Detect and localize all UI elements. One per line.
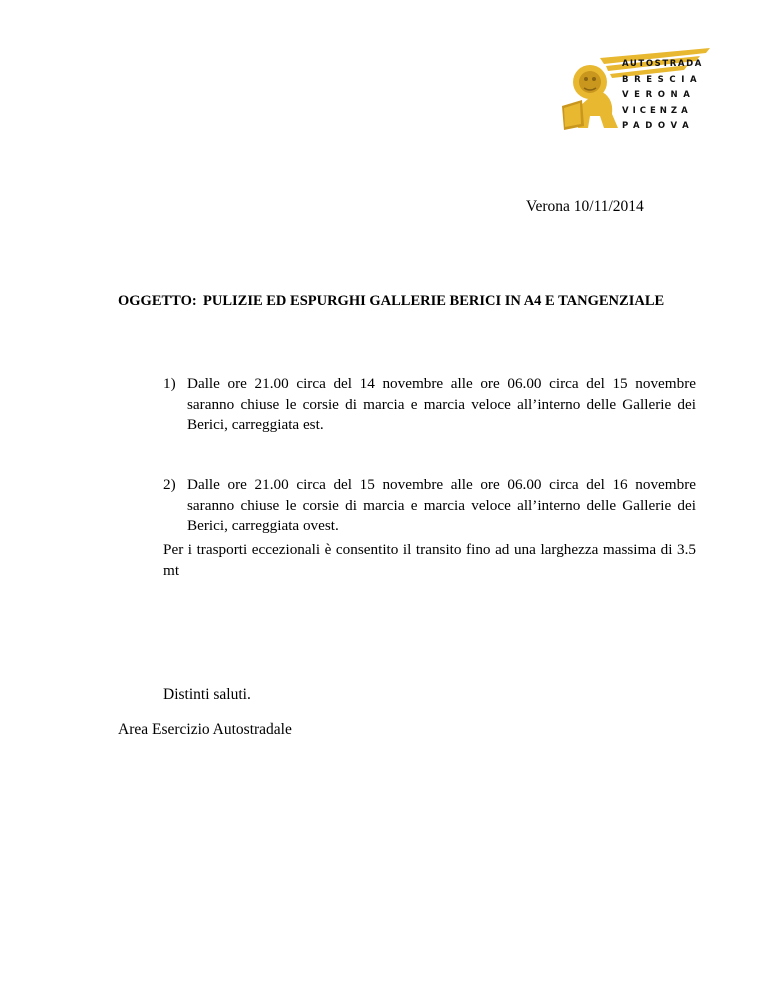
signature: Area Esercizio Autostradale [118, 721, 292, 738]
list-item-number: 1) [163, 375, 176, 392]
logo-text [622, 57, 703, 135]
logo-line: AUTOSTRADA [622, 59, 703, 69]
subject-text: PULIZIE ED ESPURGHI GALLERIE BERICI IN A4 E TANGENZIALE [203, 293, 665, 309]
logo-line: VERONA [622, 90, 696, 100]
transport-note: Per i trasporti eccezionali è consentito il transito fino ad una larghezza massima di 3.5 mt [163, 541, 696, 579]
subject-label: OGGETTO: [118, 293, 197, 309]
list-item [163, 374, 696, 436]
logo-line: VICENZA [622, 105, 692, 116]
closing-greeting: Distinti saluti. [163, 686, 251, 703]
list-item-number: 2) [163, 476, 176, 493]
list-item [163, 475, 696, 537]
letter-date: Verona 10/11/2014 [526, 198, 644, 215]
list-item-text: Dalle ore 21.00 circa del 15 novembre alle ore 06.00 circa del 16 novembre saranno chiuse le corsie di marcia e marcia veloce all’interno delle Gallerie dei Berici, carreggiata ovest. [187, 476, 696, 534]
list-item-text: Dalle ore 21.00 circa del 14 novembre alle ore 06.00 circa del 15 novembre saranno chiuse le corsie di marcia e marcia veloce all’interno delle Gallerie dei Berici, carreggiata est. [187, 375, 696, 433]
logo-line: PADOVA [622, 121, 695, 131]
logo-line: BRESCIA [622, 74, 703, 85]
company-logo [560, 44, 712, 132]
subject-line [118, 293, 664, 310]
